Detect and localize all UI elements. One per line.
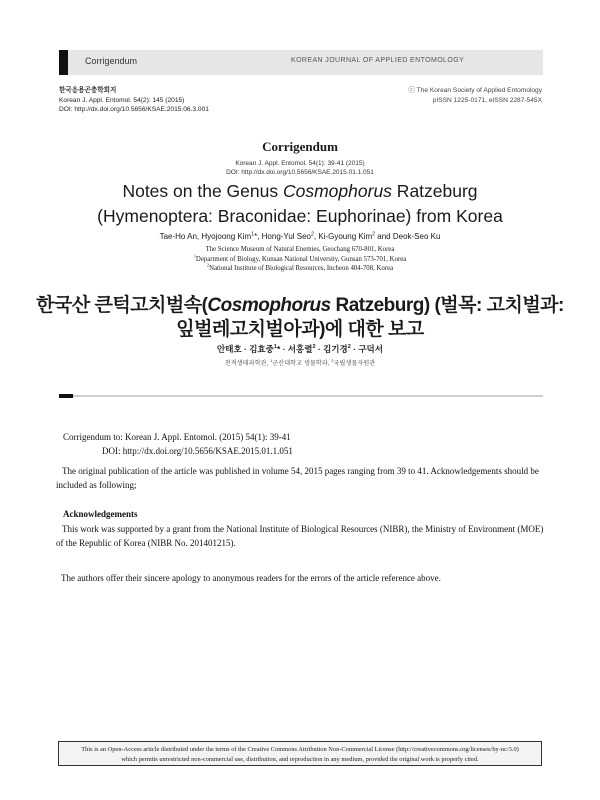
korean-author-sup: 2	[312, 344, 316, 351]
korean-affiliation-sup: 1	[270, 357, 273, 363]
apology-paragraph: The authors offer their sincere apology to anonymous readers for the errors of the article reference above.	[61, 573, 441, 583]
korean-author-text: · 김기경	[315, 344, 348, 354]
title-text-author: Ratzeburg	[391, 181, 478, 201]
korean-author-sup: 2	[347, 344, 351, 351]
korean-author-text: 안태호 · 김효중	[217, 344, 274, 354]
running-header-bar	[59, 50, 543, 75]
author-text: *, Hong-Yul Seo	[254, 232, 312, 241]
article-title-line1	[0, 181, 600, 202]
title-genus-italic: Cosmophorus	[282, 181, 392, 201]
affiliation-1: The Science Museum of Natural Enemies, Geochang 670-801, Korea	[205, 246, 395, 253]
korean-affiliation-sup: 2	[331, 357, 334, 363]
korean-affiliation-text: 국립생물자원관	[333, 360, 376, 367]
divider-accent-block	[59, 394, 73, 398]
korean-affiliation-text: 군산대학교 생물학과,	[272, 360, 332, 367]
section-divider	[59, 395, 543, 397]
journal-korean-name: 한국응용곤충학회지	[59, 87, 117, 94]
header-accent-block	[59, 50, 68, 75]
citation-doi: DOI: http://dx.doi.org/10.5656/KSAE.2015.06.3.001	[59, 106, 209, 113]
header-journal-name: KOREAN JOURNAL OF APPLIED ENTOMOLOGY	[291, 57, 465, 64]
korean-title-genus-italic: Cosmophorus	[207, 295, 331, 316]
affiliation-2	[0, 253, 600, 263]
corrigendum-doi-line: DOI: http://dx.doi.org/10.5656/KSAE.2015.01.1.051	[102, 446, 293, 456]
affiliation-sup: 1	[193, 253, 196, 259]
affiliation-text: Department of Biology, Kunsan National University, Gunsan 573-701, Korea	[195, 256, 407, 263]
corrigendum-heading: Corrigendum	[262, 139, 338, 154]
original-doi: DOI: http://dx.doi.org/10.5656/KSAE.2015.01.1.051	[226, 169, 374, 176]
korean-title-text: 한국산 큰턱고치벌속(	[36, 295, 208, 316]
korean-affiliations	[0, 358, 600, 367]
journal-citation: Korean J. Appl. Entomol. 54(2): 145 (2015)	[59, 96, 185, 104]
acknowledgements-text: This work was supported by a grant from the National Institute of Biological Resources (NIBR), the Ministry of Environment (MOE) of the Republic of Korea (NIBR No. 201401215).	[56, 524, 544, 548]
author-sup: 1	[251, 231, 255, 238]
license-line2: which permits unrestricted non-commercial use, distribution, and reproduction in any medium, provided the original work is properly cited.	[121, 756, 479, 763]
author-sup: 2	[372, 231, 376, 238]
society-copyright: ⓒ The Korean Society of Applied Entomology	[408, 87, 542, 94]
license-notice	[58, 741, 542, 766]
korean-author-text: · 구덕서	[350, 344, 383, 354]
korean-title-line2: 잎벌레고치벌아과)에 대한 보고	[176, 319, 424, 340]
author-text: and Deok-Seo Ku	[375, 232, 441, 241]
citation-block	[59, 86, 209, 115]
article-title-line2: (Hymenoptera: Braconidae: Euphorinae) from Korea	[97, 206, 503, 226]
title-text: Notes on the Genus	[122, 181, 283, 201]
affiliation-sup: 2	[206, 262, 210, 268]
korean-author-sup: 1	[273, 344, 277, 351]
affiliation-text: National Institute of Biological Resources, Incheon 404-708, Korea	[209, 265, 394, 272]
korean-title-line1	[0, 290, 600, 317]
korean-author-text: * · 서홍렬	[276, 344, 313, 354]
society-block	[408, 86, 542, 105]
korean-author-list	[0, 343, 600, 355]
header-section-label: Corrigendum	[85, 56, 138, 66]
author-list	[0, 232, 600, 241]
korean-title-text: Ratzeburg) (벌목: 고치벌과:	[330, 295, 564, 316]
author-sup: 2	[311, 231, 314, 238]
corrigendum-to-line: Corrigendum to: Korean J. Appl. Entomol. (2015) 54(1): 39-41	[63, 432, 291, 442]
author-text: Tae-Ho An, Hyojoong Kim	[159, 232, 252, 241]
issn-line: pISSN 1225-0171, eISSN 2287-545X	[432, 96, 542, 104]
original-reference: Korean J. Appl. Entomol. 54(1): 39-41 (2015)	[235, 160, 365, 167]
korean-affiliation-text: 천적생태과학관,	[224, 360, 270, 367]
affiliation-3	[0, 262, 600, 272]
body-paragraph: The original publication of the article was published in volume 54, 2015 pages ranging from 39 to 41. Acknowledgements should be included as following;	[56, 466, 539, 490]
acknowledgements-heading: Acknowledgements	[63, 509, 138, 519]
license-line1: This is an Open-Access article distributed under the terms of the Creative Commons Attribution Non-Commercial License (http://creativecommons.org/licenses/by-nc/3.0)	[81, 746, 519, 753]
author-text: , Ki-Gyoung Kim	[313, 232, 373, 241]
